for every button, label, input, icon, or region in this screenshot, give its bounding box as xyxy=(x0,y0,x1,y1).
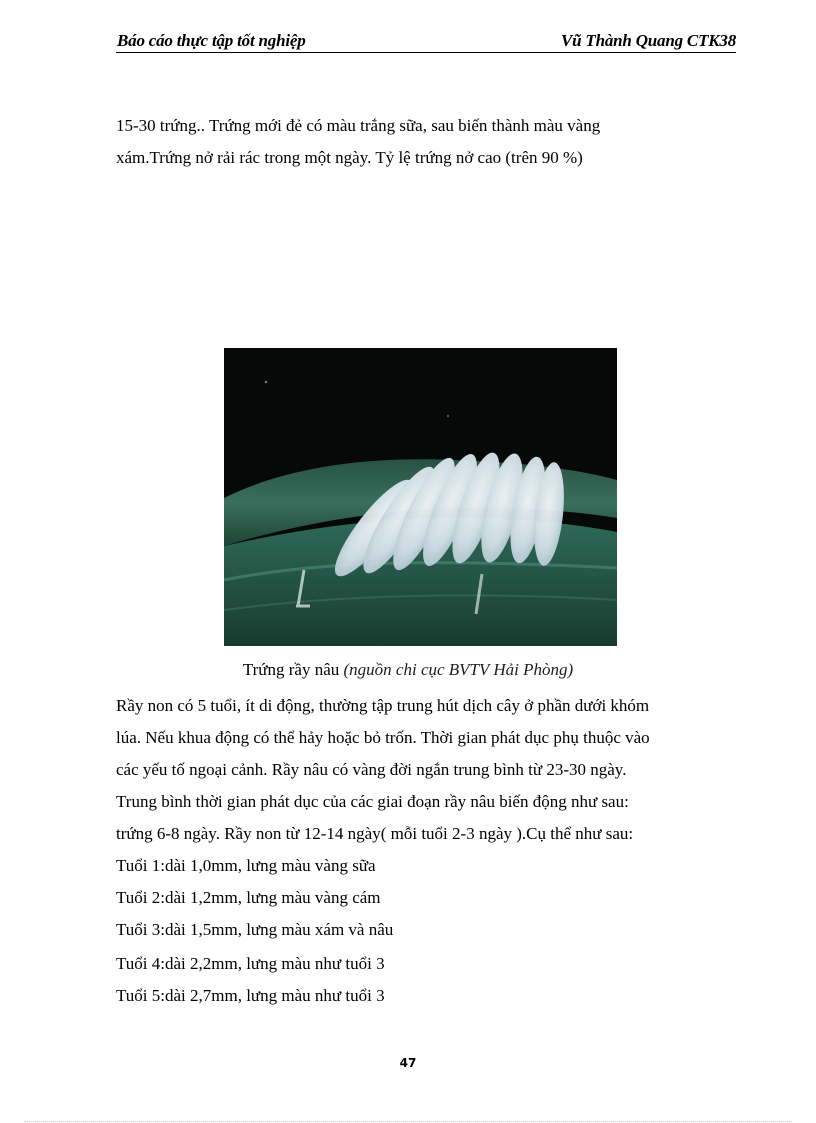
page-bottom-divider xyxy=(24,1121,792,1122)
header-author: Vũ Thành Quang CTK38 xyxy=(560,31,736,50)
page-number: 47 xyxy=(399,1056,417,1070)
page-header xyxy=(116,30,736,53)
body-line-5: trứng 6-8 ngày. Rầy non từ 12-14 ngày( mỗi tuổi 2-3 ngày ).Cụ thể như sau: xyxy=(116,824,634,843)
instar-4: Tuổi 4:dài 2,2mm, lưng màu như tuổi 3 xyxy=(116,954,385,973)
figure-caption xyxy=(0,658,816,682)
instar-3: Tuổi 3:dài 1,5mm, lưng màu xám và nâu xyxy=(116,920,394,939)
caption-source: (nguồn chi cục BVTV Hải Phòng) xyxy=(343,660,574,679)
rice-planthopper-eggs-photo xyxy=(224,348,617,646)
intro-line-1: 15-30 trứng.. Trứng mới đẻ có màu trắng sữa, sau biến thành màu vàng xyxy=(116,116,601,135)
instar-1: Tuổi 1:dài 1,0mm, lưng màu vàng sữa xyxy=(116,856,376,875)
intro-paragraph xyxy=(116,110,739,174)
caption-title: Trứng rầy nâu xyxy=(242,660,344,679)
instar-2: Tuổi 2:dài 1,2mm, lưng màu vàng cám xyxy=(116,888,381,907)
instar-5: Tuổi 5:dài 2,7mm, lưng màu như tuổi 3 xyxy=(116,986,385,1005)
body-line-3: các yếu tố ngoại cảnh. Rầy nâu có vàng đời ngắn trung bình từ 23-30 ngày. xyxy=(116,760,627,779)
header-report-title: Báo cáo thực tập tốt nghiệp xyxy=(117,31,306,50)
intro-line-2: xám.Trứng nở rải rác trong một ngày. Tỷ lệ trứng nở cao (trên 90 %) xyxy=(116,148,583,167)
body-line-4: Trung bình thời gian phát dục của các giai đoạn rầy nâu biến động như sau: xyxy=(116,792,629,811)
body-line-2: lúa. Nếu khua động có thể hảy hoặc bỏ trốn. Thời gian phát dục phụ thuộc vào xyxy=(116,728,650,747)
body-paragraph xyxy=(116,690,739,850)
body-line-1: Rầy non có 5 tuổi, ít di động, thường tập trung hút dịch cây ở phần dưới khóm xyxy=(116,696,650,715)
